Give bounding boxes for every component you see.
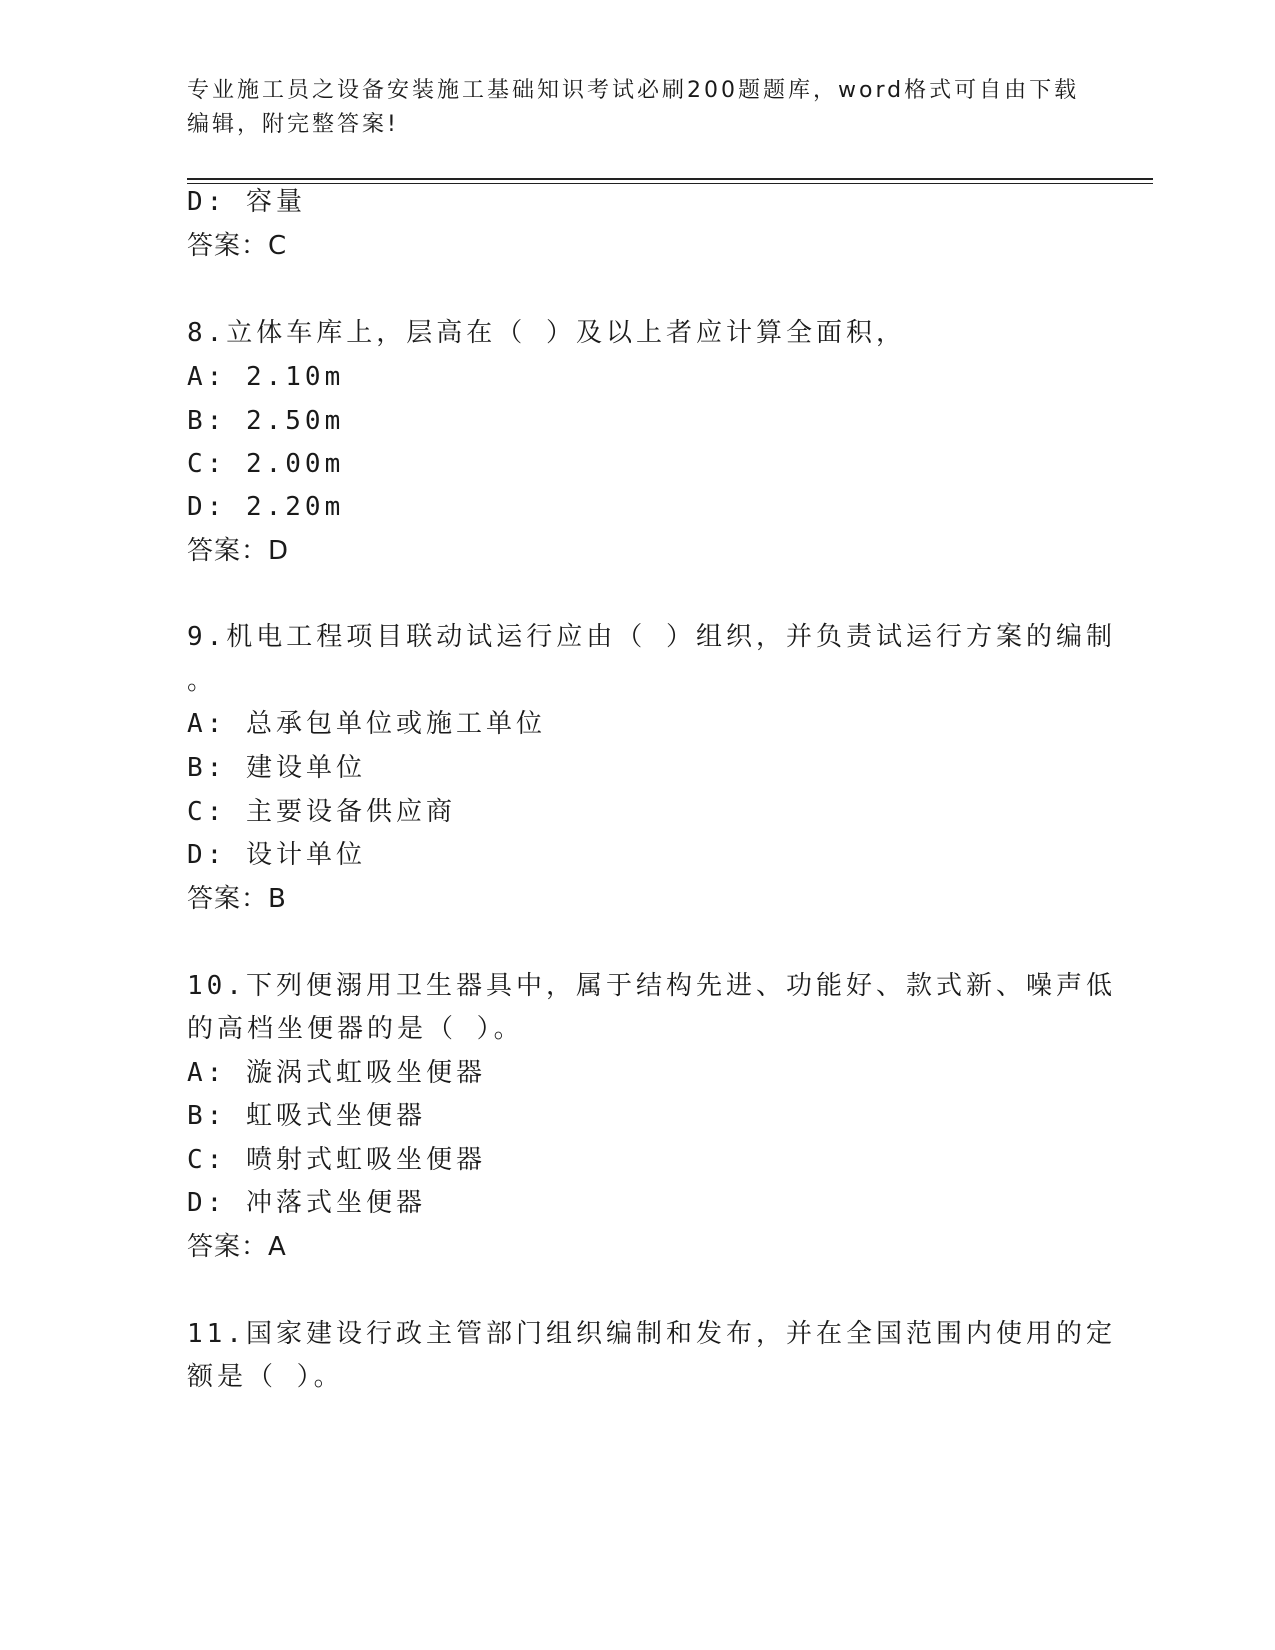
option-d: D: 2.20m [187,492,345,522]
header-divider-thin [187,183,1153,184]
option-d: D: 容量 [187,187,306,217]
option-c: C: 2.00m [187,449,345,479]
option-b: B: 虹吸式坐便器 [187,1101,426,1131]
question-stem-continued: 的高档坐便器的是（ ）。 [187,1014,524,1044]
option-d: D: 设计单位 [187,840,366,870]
option-a: A: 总承包单位或施工单位 [187,709,546,739]
question-stem-continued: 额是（ ）。 [187,1362,344,1392]
question-stem: 10.下列便溺用卫生器具中，属于结构先进、功能好、款式新、噪声低 [187,971,1116,1001]
question-stem: 8.立体车库上，层高在（ ）及以上者应计算全面积， [187,318,906,348]
answer-line: 答案：B [187,884,287,914]
option-c: C: 喷射式虹吸坐便器 [187,1145,486,1175]
header-title-line1: 专业施工员之设备安装施工基础知识考试必刷200题题库，word格式可自由下载 [187,78,1080,103]
question-stem: 9.机电工程项目联动试运行应由（ ）组织，并负责试运行方案的编制 [187,622,1116,652]
question-stem-continued: 。 [187,666,218,696]
header-title-line2: 编辑，附完整答案! [187,112,399,137]
option-d: D: 冲落式坐便器 [187,1188,426,1218]
option-a: A: 漩涡式虹吸坐便器 [187,1058,486,1088]
option-c: C: 主要设备供应商 [187,797,456,827]
answer-line: 答案：D [187,536,290,566]
document-header [187,74,1087,142]
option-b: B: 2.50m [187,406,345,436]
header-divider-thick [187,178,1153,180]
answer-line: 答案：C [187,231,288,261]
answer-line: 答案：A [187,1232,287,1262]
question-stem: 11.国家建设行政主管部门组织编制和发布，并在全国范围内使用的定 [187,1319,1116,1349]
option-b: B: 建设单位 [187,753,366,783]
option-a: A: 2.10m [187,362,345,392]
